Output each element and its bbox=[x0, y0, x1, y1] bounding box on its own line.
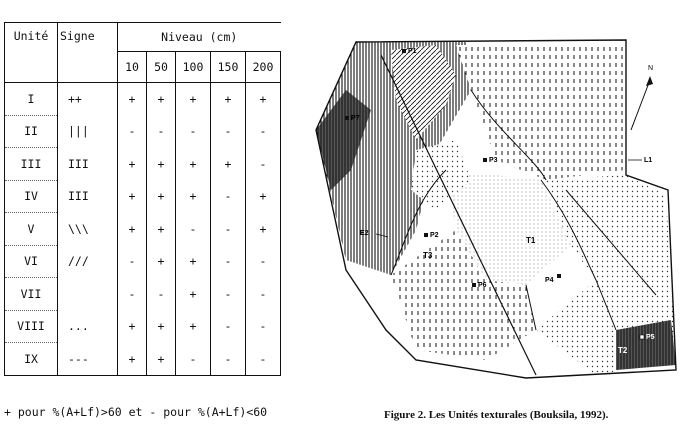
sign-cell: III bbox=[58, 148, 118, 181]
label-p4: P4 bbox=[545, 277, 554, 284]
sign-cell: ++ bbox=[58, 83, 118, 116]
level-value-cell: + bbox=[211, 148, 246, 181]
level-value-cell: - bbox=[246, 343, 281, 376]
level-value-cell: - bbox=[246, 148, 281, 181]
level-value-cell: + bbox=[118, 343, 147, 376]
level-value-cell: - bbox=[176, 343, 211, 376]
level-value-cell: - bbox=[118, 245, 147, 278]
level-value-cell: - bbox=[246, 310, 281, 343]
level-value-cell: + bbox=[176, 310, 211, 343]
unit-cell: III bbox=[5, 148, 58, 181]
label-t2: T2 bbox=[618, 346, 628, 355]
level-value-cell: + bbox=[147, 148, 176, 181]
sign-cell: \\\ bbox=[58, 213, 118, 246]
table-row bbox=[5, 278, 281, 311]
table-row bbox=[5, 343, 281, 376]
level-value-cell: + bbox=[147, 343, 176, 376]
unit-cell: V bbox=[5, 213, 58, 246]
level-value-cell: - bbox=[211, 245, 246, 278]
table-row bbox=[5, 148, 281, 181]
level-header: 100 bbox=[176, 52, 211, 83]
level-value-cell: + bbox=[118, 180, 147, 213]
level-value-cell: - bbox=[211, 278, 246, 311]
level-value-cell: - bbox=[211, 343, 246, 376]
label-l1: L1 bbox=[644, 157, 653, 164]
level-value-cell: - bbox=[176, 213, 211, 246]
level-value-cell: + bbox=[147, 213, 176, 246]
label-t3: T3 bbox=[423, 251, 433, 260]
north-arrow-icon bbox=[631, 80, 650, 130]
header-sign: Signe bbox=[58, 23, 118, 83]
level-value-cell: - bbox=[118, 115, 147, 148]
level-value-cell: + bbox=[147, 180, 176, 213]
table-row bbox=[5, 83, 281, 116]
level-value-cell: + bbox=[118, 213, 147, 246]
label-p3: P3 bbox=[489, 157, 498, 164]
unit-cell: VI bbox=[5, 245, 58, 278]
level-value-cell: + bbox=[118, 83, 147, 116]
level-value-cell: - bbox=[176, 115, 211, 148]
sign-cell: /// bbox=[58, 245, 118, 278]
table-row bbox=[5, 213, 281, 246]
sign-cell: ||| bbox=[58, 115, 118, 148]
unit-cell: IV bbox=[5, 180, 58, 213]
sign-cell bbox=[58, 278, 118, 311]
level-value-cell: - bbox=[147, 115, 176, 148]
level-value-cell: + bbox=[118, 310, 147, 343]
label-p7: P7 bbox=[351, 115, 360, 122]
table-footnote: + pour %(A+Lf)>60 et - pour %(A+Lf)<60 bbox=[4, 405, 268, 419]
label-p6: P6 bbox=[478, 282, 487, 289]
label-p5: P5 bbox=[646, 334, 655, 341]
label-p1: P1 bbox=[408, 48, 417, 55]
level-header: 200 bbox=[246, 52, 281, 83]
table-row bbox=[5, 180, 281, 213]
unit-cell: VII bbox=[5, 278, 58, 311]
unit-cell: VIII bbox=[5, 310, 58, 343]
level-value-cell: + bbox=[176, 278, 211, 311]
unit-cell: IX bbox=[5, 343, 58, 376]
level-value-cell: + bbox=[176, 148, 211, 181]
map-zones bbox=[316, 42, 676, 375]
level-value-cell: + bbox=[147, 83, 176, 116]
level-header: 10 bbox=[118, 52, 147, 83]
level-value-cell: + bbox=[246, 83, 281, 116]
level-value-cell: - bbox=[118, 278, 147, 311]
sign-cell: III bbox=[58, 180, 118, 213]
level-value-cell: + bbox=[246, 213, 281, 246]
level-value-cell: + bbox=[147, 245, 176, 278]
table-row bbox=[5, 115, 281, 148]
level-value-cell: - bbox=[246, 278, 281, 311]
level-value-cell: - bbox=[211, 115, 246, 148]
level-value-cell: + bbox=[211, 83, 246, 116]
level-value-cell: + bbox=[118, 148, 147, 181]
unit-cell: I bbox=[5, 83, 58, 116]
table-row bbox=[5, 310, 281, 343]
level-value-cell: + bbox=[246, 180, 281, 213]
label-p2: P2 bbox=[430, 232, 439, 239]
sign-cell: --- bbox=[58, 343, 118, 376]
header-unit: Unité bbox=[5, 23, 58, 83]
table-row bbox=[5, 245, 281, 278]
level-value-cell: - bbox=[147, 278, 176, 311]
unit-cell: II bbox=[5, 115, 58, 148]
label-t1: T1 bbox=[526, 236, 536, 245]
level-value-cell: + bbox=[176, 180, 211, 213]
level-value-cell: - bbox=[246, 245, 281, 278]
texture-units-table bbox=[4, 22, 281, 376]
level-header: 150 bbox=[211, 52, 246, 83]
level-value-cell: - bbox=[211, 213, 246, 246]
figure-caption: Figure 2. Les Unités texturales (Bouksila, 1992). bbox=[384, 409, 609, 421]
north-label: N bbox=[648, 65, 654, 72]
texture-units-map bbox=[296, 30, 686, 390]
level-value-cell: + bbox=[147, 310, 176, 343]
sign-cell: ... bbox=[58, 310, 118, 343]
level-header: 50 bbox=[147, 52, 176, 83]
level-value-cell: - bbox=[211, 180, 246, 213]
header-level: Niveau (cm) bbox=[118, 23, 281, 52]
level-value-cell: - bbox=[211, 310, 246, 343]
level-value-cell: + bbox=[176, 83, 211, 116]
north-arrow-head-icon bbox=[646, 76, 653, 86]
level-value-cell: - bbox=[246, 115, 281, 148]
level-value-cell: + bbox=[176, 245, 211, 278]
label-e2: E2 bbox=[360, 230, 369, 237]
